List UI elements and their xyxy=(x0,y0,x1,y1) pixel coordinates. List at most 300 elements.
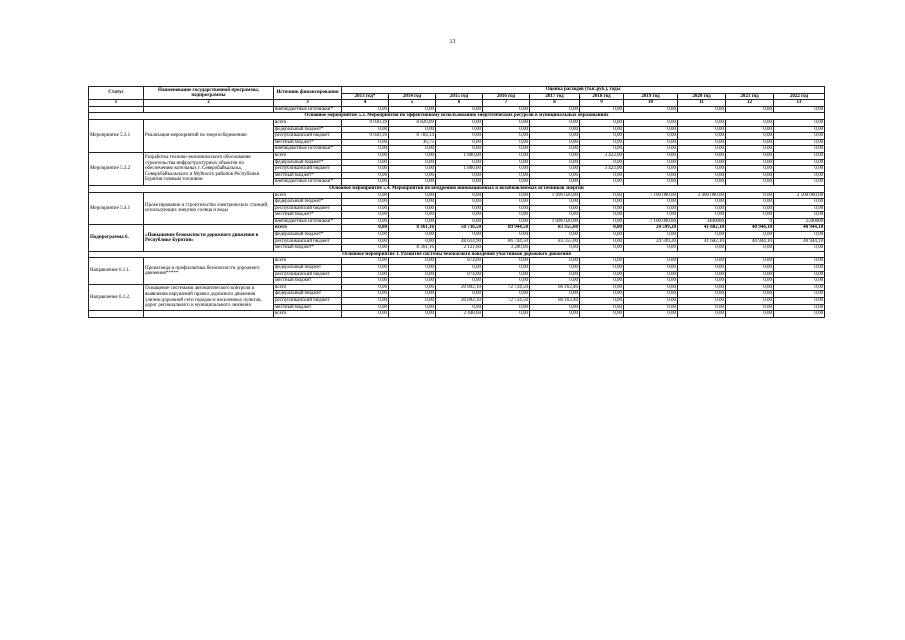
value-cell: 83 355,00 xyxy=(530,225,580,232)
header-year: 2018 год xyxy=(580,93,624,100)
value-cell: 0,00 xyxy=(624,179,678,186)
header-year: 2021 год xyxy=(726,93,774,100)
table-row xyxy=(89,152,825,159)
value-cell: 3 423,00 xyxy=(580,166,624,173)
value-cell: 0,00 xyxy=(530,159,580,166)
value-cell: 0,00 xyxy=(389,298,436,305)
funding-source-cell: внебюджетные источники* xyxy=(274,218,342,225)
header-year: 2014 год xyxy=(389,93,436,100)
funding-source-cell: федеральный бюджет* xyxy=(274,159,342,166)
value-cell: 0,00 xyxy=(580,192,624,199)
value-cell: 0,00 xyxy=(580,126,624,133)
value-cell: 1 800,00 xyxy=(436,166,483,173)
value-cell: 8 361,16 xyxy=(389,225,436,232)
value-cell: 0,00 xyxy=(726,291,774,298)
value-cell: 0,00 xyxy=(774,205,825,212)
value-cell: 0,00 xyxy=(580,133,624,140)
value-cell: 0,00 xyxy=(436,205,483,212)
header-year: 2017 год xyxy=(530,93,580,100)
program-name-cell: Пропаганда и профилактика безопасности дорожного движения***** xyxy=(144,258,274,284)
value-cell: 0,00 xyxy=(436,212,483,219)
funding-source-cell: всего xyxy=(274,192,342,199)
value-cell: 0,00 xyxy=(678,139,726,146)
value-cell: 0,00 xyxy=(580,199,624,206)
funding-source-cell: внебюджетные источники* xyxy=(274,106,342,113)
value-cell: 0,00 xyxy=(678,298,726,305)
status-cell: Направление 6.1.2. xyxy=(89,284,144,310)
value-cell: 0,00 xyxy=(624,106,678,113)
budget-table xyxy=(88,86,825,318)
value-cell: 0,00 xyxy=(436,139,483,146)
value-cell: 0,00 xyxy=(483,265,530,272)
value-cell: 1 096 020,00 xyxy=(530,192,580,199)
value-cell: 40 944,10 xyxy=(774,225,825,232)
value-cell: 0,00 xyxy=(389,179,436,186)
value-cell: 0,00 xyxy=(389,291,436,298)
value-cell: 0,00 xyxy=(342,238,389,245)
value-cell: 0,00 xyxy=(678,278,726,285)
column-index: 12 xyxy=(726,100,774,107)
value-cell: 0,00 xyxy=(342,205,389,212)
value-cell: 0,00 xyxy=(389,218,436,225)
value-cell: 0,00 xyxy=(774,152,825,159)
value-cell: 1 800,00 xyxy=(436,152,483,159)
value-cell: 0,00 xyxy=(389,205,436,212)
value-cell: 0,00 xyxy=(624,205,678,212)
header-year: 2020 год xyxy=(678,93,726,100)
funding-source-cell: всего xyxy=(274,258,342,265)
value-cell: 0,00 xyxy=(726,152,774,159)
value-cell: 66 163,40 xyxy=(530,298,580,305)
value-cell: 0,00 xyxy=(580,146,624,153)
value-cell: 0,00 xyxy=(389,172,436,179)
table-row xyxy=(89,192,825,199)
value-cell: 0,00 xyxy=(774,126,825,133)
value-cell: 0,00 xyxy=(436,291,483,298)
value-cell: 0,00 xyxy=(342,265,389,272)
value-cell: 0,00 xyxy=(342,304,389,311)
value-cell: 0,00 xyxy=(342,152,389,159)
value-cell: 2 121,60 xyxy=(436,245,483,252)
funding-source-cell: местный бюджет* xyxy=(274,139,342,146)
value-cell: 0,00 xyxy=(726,304,774,311)
value-cell: 0,00 xyxy=(678,291,726,298)
value-cell: 0,00 xyxy=(530,271,580,278)
value-cell: 0,00 xyxy=(342,106,389,113)
funding-source-cell: республиканский бюджет xyxy=(274,271,342,278)
column-index: 7 xyxy=(483,100,530,107)
value-cell: 0,00 xyxy=(678,126,726,133)
header-year: 2015 год xyxy=(436,93,483,100)
table-row xyxy=(89,106,825,113)
value-cell: 0,00 xyxy=(624,291,678,298)
value-cell: 0,00 xyxy=(774,166,825,173)
value-cell: 0,00 xyxy=(483,146,530,153)
value-cell: 0,00 xyxy=(530,265,580,272)
value-cell: 0,00 xyxy=(389,265,436,272)
value-cell: 0,00 xyxy=(624,278,678,285)
value-cell: 0,00 xyxy=(678,172,726,179)
value-cell: 50 736,50 xyxy=(436,225,483,232)
value-cell: 0,00 xyxy=(530,139,580,146)
value-cell: 0,00 xyxy=(678,245,726,252)
value-cell: 0,00 xyxy=(342,139,389,146)
value-cell: 0,00 xyxy=(483,179,530,186)
value-cell: 0,00 xyxy=(726,205,774,212)
value-cell: 0,00 xyxy=(342,179,389,186)
funding-source-cell: местный бюджет xyxy=(274,278,342,285)
value-cell: 0,00 xyxy=(678,179,726,186)
column-index: 8 xyxy=(530,100,580,107)
value-cell: 0,00 xyxy=(580,139,624,146)
value-cell: 0,00 xyxy=(580,179,624,186)
value-cell: 0,00 xyxy=(774,172,825,179)
value-cell: 0,00 xyxy=(624,245,678,252)
value-cell: 0,00 xyxy=(483,311,530,318)
funding-source-cell: всего xyxy=(274,225,342,232)
value-cell: 0,00 xyxy=(580,258,624,265)
value-cell: 0,00 xyxy=(774,119,825,126)
value-cell: 0,00 xyxy=(580,238,624,245)
funding-source-cell: всего xyxy=(274,284,342,291)
funding-source-cell: республиканский бюджет xyxy=(274,205,342,212)
header-year: 2013 год* xyxy=(342,93,389,100)
value-cell: 24 599,20 xyxy=(624,225,678,232)
value-cell: 0,00 xyxy=(678,133,726,140)
funding-source-cell: федеральный бюджет xyxy=(274,291,342,298)
value-cell: 0,00 xyxy=(774,298,825,305)
value-cell: 0,00 xyxy=(726,265,774,272)
value-cell: 0,00 xyxy=(530,205,580,212)
value-cell: 0,00 xyxy=(342,245,389,252)
funding-source-cell: внебюджетные источники* xyxy=(274,146,342,153)
section-title: Основное мероприятие 5.3. Мероприятия по эффективному использованию энергетических ресурсов в муниципальных образованиях xyxy=(89,113,825,120)
value-cell: 0,00 xyxy=(726,139,774,146)
value-cell: 0,00 xyxy=(774,146,825,153)
funding-source-cell: всего xyxy=(274,311,342,318)
value-cell: 41 682,10 xyxy=(678,238,726,245)
value-cell: 0,00 xyxy=(530,311,580,318)
value-cell: 0,00 xyxy=(580,205,624,212)
value-cell: 89 944,50 xyxy=(483,225,530,232)
column-index: 6 xyxy=(436,100,483,107)
value-cell: 0,00 xyxy=(342,271,389,278)
column-index: 9 xyxy=(580,100,624,107)
value-cell: 0,00 xyxy=(678,205,726,212)
value-cell: 0,00 xyxy=(774,284,825,291)
value-cell: 0,00 xyxy=(678,199,726,206)
value-cell: 40 944,10 xyxy=(726,238,774,245)
value-cell: 0,00 xyxy=(726,179,774,186)
value-cell: 0,00 xyxy=(678,284,726,291)
value-cell: 0,00 xyxy=(483,159,530,166)
value-cell: 0,00 xyxy=(774,265,825,272)
value-cell: 0,00 xyxy=(726,146,774,153)
value-cell: 0,00 xyxy=(580,172,624,179)
value-cell: 0,00 xyxy=(726,284,774,291)
value-cell: 0,00 xyxy=(530,119,580,126)
value-cell: 0,00 xyxy=(530,278,580,285)
value-cell: 0,00 xyxy=(580,271,624,278)
value-cell: 0,00 xyxy=(580,311,624,318)
funding-source-cell: внебюджетные источники* xyxy=(274,179,342,186)
value-cell: 0,00 xyxy=(530,291,580,298)
value-cell: 0,00 xyxy=(436,172,483,179)
value-cell: 7 100 000,00 xyxy=(624,218,678,225)
value-cell: 0,00 xyxy=(726,212,774,219)
value-cell: 0,00 xyxy=(530,258,580,265)
status-cell: Направление 6.1.1. xyxy=(89,258,144,284)
status-cell: Мероприятие 5.3.1 xyxy=(89,119,144,152)
value-cell: 0,00 xyxy=(774,311,825,318)
value-cell: 0,00 xyxy=(436,106,483,113)
value-cell: 0,00 xyxy=(530,106,580,113)
value-cell: 0,00 xyxy=(342,199,389,206)
value-cell: 0,00 xyxy=(774,159,825,166)
value-cell: 0,00 xyxy=(342,192,389,199)
value-cell: 0,00 xyxy=(726,119,774,126)
header-estimate: Оценка расходов (тыс.руб.), годы xyxy=(342,87,825,94)
value-cell: 0,00 xyxy=(678,271,726,278)
value-cell: 0,00 xyxy=(726,232,774,239)
value-cell: 0,00 xyxy=(436,218,483,225)
value-cell: 0,00 xyxy=(483,192,530,199)
value-cell: 0,00 xyxy=(774,291,825,298)
column-index: 1 xyxy=(89,100,144,107)
value-cell: 0,00 xyxy=(624,199,678,206)
value-cell: 0,00 xyxy=(580,278,624,285)
value-cell: 0,00 xyxy=(342,218,389,225)
value-cell: 0,00 xyxy=(483,133,530,140)
value-cell: 0,00 xyxy=(530,133,580,140)
value-cell: 0,00 xyxy=(624,139,678,146)
value-cell: 0,00 xyxy=(726,245,774,252)
value-cell: 0,00 xyxy=(624,119,678,126)
value-cell: 0,00 xyxy=(580,159,624,166)
value-cell: 0,00 xyxy=(530,232,580,239)
value-cell: 0,00 xyxy=(580,265,624,272)
value-cell: 0,00 xyxy=(530,245,580,252)
value-cell: 0,00 xyxy=(726,199,774,206)
value-cell: 0,00 xyxy=(389,166,436,173)
value-cell: 0,00 xyxy=(726,172,774,179)
funding-source-cell: местный бюджет xyxy=(274,304,342,311)
funding-source-cell: всего xyxy=(274,152,342,159)
value-cell: 0,00 xyxy=(678,119,726,126)
value-cell: 0,00 xyxy=(436,265,483,272)
value-cell: 9 030,39 xyxy=(342,119,389,126)
value-cell: 0,00 xyxy=(774,232,825,239)
value-cell: 0,00 xyxy=(530,212,580,219)
value-cell: 0,00 xyxy=(342,212,389,219)
value-cell: 83 355,00 xyxy=(530,238,580,245)
value-cell: 0,00 xyxy=(774,212,825,219)
value-cell: 0,00 xyxy=(726,258,774,265)
value-cell: 0,00 xyxy=(530,199,580,206)
value-cell: 0,00 xyxy=(726,278,774,285)
value-cell: 3 423,00 xyxy=(580,152,624,159)
value-cell: 0,00 xyxy=(624,212,678,219)
value-cell: 0,00 xyxy=(389,152,436,159)
header-name: Наименование государственной программы, подпрограммы xyxy=(144,87,274,100)
column-index: 11 xyxy=(678,100,726,107)
column-index: 5 xyxy=(389,100,436,107)
value-cell: 0,00 xyxy=(774,258,825,265)
value-cell: 0 xyxy=(726,218,774,225)
status-cell: Подпрограмма 6. xyxy=(89,225,144,251)
funding-source-cell: федеральный бюджет xyxy=(274,265,342,272)
header-year: 2019 год xyxy=(624,93,678,100)
value-cell: 0,00 xyxy=(483,218,530,225)
value-cell: 0,00 xyxy=(389,278,436,285)
value-cell: 0,00 xyxy=(342,172,389,179)
value-cell: 0,00 xyxy=(624,265,678,272)
value-cell: 0,00 xyxy=(624,284,678,291)
value-cell: 0,00 xyxy=(530,304,580,311)
funding-source-cell: местный бюджет* xyxy=(274,212,342,219)
value-cell: 0,00 xyxy=(624,258,678,265)
value-cell: 0,00 xyxy=(389,126,436,133)
value-cell: 0,00 xyxy=(580,298,624,305)
header-year: 2022 год xyxy=(774,93,825,100)
table-row xyxy=(89,225,825,232)
value-cell: 0,00 xyxy=(436,119,483,126)
funding-source-cell: республиканский бюджет xyxy=(274,133,342,140)
value-cell: 0,00 xyxy=(483,232,530,239)
value-cell: 8 361,16 xyxy=(389,245,436,252)
value-cell: 41 682,10 xyxy=(678,225,726,232)
value-cell: 0,00 xyxy=(342,311,389,318)
value-cell: 2 500 000,00 xyxy=(774,192,825,199)
value-cell: 0,00 xyxy=(580,291,624,298)
value-cell: 8 820,89 xyxy=(389,119,436,126)
value-cell: 0,00 xyxy=(342,258,389,265)
value-cell: 0,00 xyxy=(530,146,580,153)
value-cell: 0,00 xyxy=(389,106,436,113)
value-cell: 24 599,20 xyxy=(624,238,678,245)
value-cell: 0,00 xyxy=(774,179,825,186)
value-cell: 0,00 xyxy=(580,119,624,126)
value-cell: 0,00 xyxy=(342,146,389,153)
value-cell: 66 163,40 xyxy=(530,284,580,291)
value-cell: 0,00 xyxy=(678,311,726,318)
program-name-cell xyxy=(144,106,274,113)
value-cell: 2 448,60 xyxy=(436,311,483,318)
header-year: 2016 год xyxy=(483,93,530,100)
value-cell: 0,00 xyxy=(678,304,726,311)
value-cell: 0,00 xyxy=(342,166,389,173)
value-cell: 0,00 xyxy=(678,159,726,166)
value-cell: 0,00 xyxy=(774,245,825,252)
value-cell: 0,00 xyxy=(624,159,678,166)
value-cell: 0,00 xyxy=(580,284,624,291)
value-cell: 0,00 xyxy=(389,284,436,291)
value-cell: 0,00 xyxy=(624,271,678,278)
value-cell: 0,00 xyxy=(580,225,624,232)
column-index: 3 xyxy=(274,100,342,107)
funding-source-cell: федеральный бюджет* xyxy=(274,232,342,239)
value-cell: 0,00 xyxy=(483,139,530,146)
value-cell: 0,00 xyxy=(342,225,389,232)
value-cell: 0,00 xyxy=(483,205,530,212)
table-body xyxy=(89,106,825,317)
value-cell: 0,00 xyxy=(624,133,678,140)
value-cell: 0,00 xyxy=(774,106,825,113)
funding-source-cell: всего xyxy=(274,119,342,126)
value-cell: 0,00 xyxy=(678,265,726,272)
table-row xyxy=(89,119,825,126)
value-cell: 0,00 xyxy=(678,146,726,153)
value-cell: 0,00 xyxy=(342,284,389,291)
value-cell: 0,00 xyxy=(483,119,530,126)
value-cell: 0,00 xyxy=(483,126,530,133)
value-cell: 0,00 xyxy=(342,232,389,239)
value-cell: 0,00 xyxy=(389,146,436,153)
value-cell: 0,00 xyxy=(436,278,483,285)
value-cell: 0,00 xyxy=(436,159,483,166)
table-row xyxy=(89,311,825,318)
value-cell: 9 030,39 xyxy=(342,133,389,140)
section-row xyxy=(89,251,825,258)
value-cell: 48 614,90 xyxy=(436,238,483,245)
value-cell: 0,00 xyxy=(726,311,774,318)
value-cell: 0,00 xyxy=(342,291,389,298)
value-cell: 0,00 xyxy=(389,192,436,199)
section-row xyxy=(89,185,825,192)
value-cell: 0,00 xyxy=(389,304,436,311)
value-cell: 0,00 xyxy=(389,212,436,219)
value-cell: 0,00 xyxy=(389,159,436,166)
value-cell: 0,00 xyxy=(530,166,580,173)
funding-source-cell: местный бюджет* xyxy=(274,172,342,179)
value-cell: 0,00 xyxy=(580,218,624,225)
value-cell: 0,00 xyxy=(624,146,678,153)
column-index: 10 xyxy=(624,100,678,107)
value-cell: 0,00 xyxy=(774,133,825,140)
value-cell: 0,00 xyxy=(726,166,774,173)
value-cell: 0,00 xyxy=(726,159,774,166)
value-cell: 0,00 xyxy=(580,304,624,311)
value-cell: 0,00 xyxy=(389,271,436,278)
funding-source-cell: республиканский бюджет xyxy=(274,166,342,173)
value-cell: 0,00 xyxy=(678,258,726,265)
value-cell: 0,00 xyxy=(726,106,774,113)
value-cell: 3400000 xyxy=(678,218,726,225)
value-cell: 0,00 xyxy=(624,298,678,305)
status-cell xyxy=(89,106,144,113)
value-cell: 0,00 xyxy=(726,271,774,278)
program-name-cell: «Повышение безопасности дорожного движения в Республике Бурятия» xyxy=(144,225,274,251)
value-cell: 0,00 xyxy=(436,146,483,153)
value-cell: 0,00 xyxy=(774,271,825,278)
value-cell: 40 944,10 xyxy=(726,225,774,232)
program-name-cell: Оснащение системами автоматического контроля и выявления нарушений правил дорожного движения улично-дорожной сети городов и населенных пунктов, дорог регионального и муниципального значения xyxy=(144,284,274,310)
value-cell: 0,00 xyxy=(726,298,774,305)
header-source: Источник финансирования xyxy=(274,87,342,100)
value-cell: 3 400 000,00 xyxy=(678,192,726,199)
value-cell: 0,00 xyxy=(774,304,825,311)
value-cell: 0,00 xyxy=(678,152,726,159)
value-cell: 3 200,00 xyxy=(483,245,530,252)
value-cell: 0,00 xyxy=(678,106,726,113)
value-cell: 0,00 xyxy=(483,166,530,173)
value-cell: 20 892,10 xyxy=(436,284,483,291)
value-cell: 0,00 xyxy=(483,278,530,285)
value-cell: 0,00 xyxy=(678,166,726,173)
value-cell: 0,00 xyxy=(389,199,436,206)
value-cell: 0,00 xyxy=(483,212,530,219)
funding-source-cell: местный бюджет* xyxy=(274,245,342,252)
